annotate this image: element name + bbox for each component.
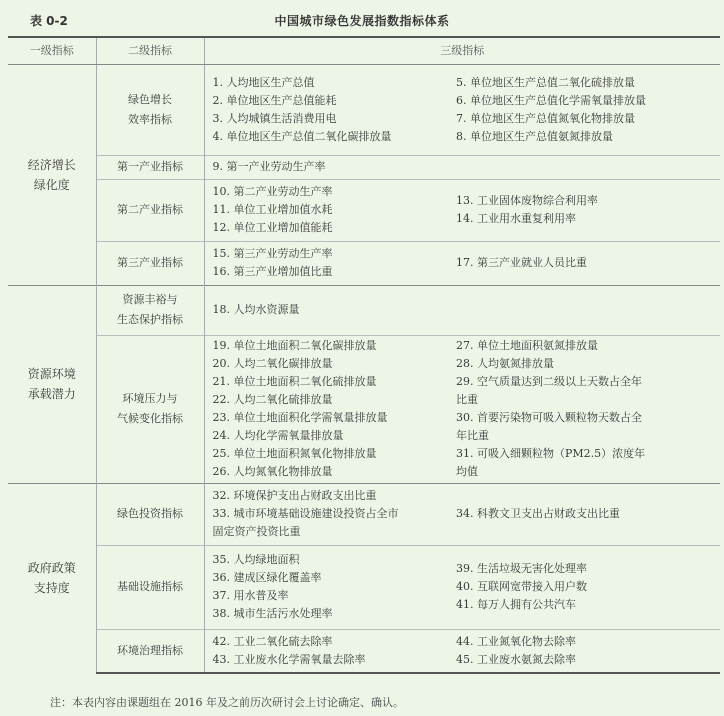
level3-indicator: 39. 生活垃圾无害化处理率 bbox=[456, 562, 587, 575]
level3-indicator: 8. 单位地区生产总值氨氮排放量 bbox=[456, 129, 613, 143]
level3-indicator: 44. 工业氮氧化物去除率 bbox=[456, 634, 576, 648]
table-row bbox=[8, 483, 720, 545]
level3-indicator: 40. 互联网宽带接入用户数 bbox=[456, 580, 587, 593]
table-row bbox=[8, 155, 720, 179]
level3-indicator: 20. 人均二氧化碳排放量 bbox=[212, 357, 333, 370]
level3-indicator: 37. 用水普及率 bbox=[212, 589, 289, 602]
level3-indicator: 2. 单位地区生产总值能耗 bbox=[212, 93, 337, 107]
level3-indicator: 45. 工业废水氨氮去除率 bbox=[456, 652, 576, 666]
table-number: 表 0-2 bbox=[30, 14, 68, 28]
level3-indicator: 15. 第三产业劳动生产率 bbox=[212, 247, 333, 260]
level2-indicator-line: 气候变化指标 bbox=[117, 412, 183, 425]
level2-indicator-line: 绿色增长 bbox=[128, 92, 172, 106]
level2-indicator bbox=[96, 64, 204, 155]
level3-indicators-right bbox=[448, 335, 720, 483]
level3-indicator: 41. 每万人拥有公共汽车 bbox=[456, 598, 576, 611]
level3-indicator: 5. 单位地区生产总值二氧化硫排放量 bbox=[456, 75, 635, 89]
level3-indicators-left bbox=[204, 64, 448, 155]
level3-indicators-left bbox=[204, 285, 448, 335]
level3-indicator: 17. 第三产业就业人员比重 bbox=[456, 256, 587, 269]
level3-indicators-left bbox=[204, 241, 448, 285]
level3-indicator: 28. 人均氨氮排放量 bbox=[456, 357, 554, 370]
level2-indicator bbox=[96, 335, 204, 483]
level2-indicator bbox=[96, 155, 204, 179]
level3-indicators-right bbox=[448, 179, 720, 241]
header-level2: 二级指标 bbox=[96, 37, 204, 64]
level3-indicator: 11. 单位工业增加值水耗 bbox=[212, 203, 333, 216]
level3-indicators-right bbox=[448, 155, 720, 179]
indicator-table bbox=[8, 36, 720, 674]
level3-indicators-left bbox=[204, 155, 448, 179]
level3-indicator: 36. 建成区绿化覆盖率 bbox=[212, 571, 322, 584]
level2-indicator-line: 第二产业指标 bbox=[117, 203, 183, 216]
level3-indicator: 33. 城市环境基础设施建设投资占全市 bbox=[212, 507, 399, 520]
level1-indicator bbox=[8, 64, 96, 285]
level3-indicator: 25. 单位土地面积氮氧化物排放量 bbox=[212, 447, 377, 460]
level3-indicators-left bbox=[204, 545, 448, 629]
level3-indicator: 32. 环境保护支出占财政支出比重 bbox=[212, 489, 377, 502]
level3-indicator: 34. 科教文卫支出占财政支出比重 bbox=[456, 507, 620, 520]
level3-indicator: 9. 第一产业劳动生产率 bbox=[212, 160, 326, 173]
level3-indicators-left bbox=[204, 335, 448, 483]
level1-indicator-line: 绿化度 bbox=[33, 177, 70, 192]
level3-indicator: 26. 人均氮氧化物排放量 bbox=[212, 465, 333, 478]
level2-indicator bbox=[96, 179, 204, 241]
level2-indicator bbox=[96, 629, 204, 673]
level3-indicator: 固定资产投资比重 bbox=[212, 525, 301, 538]
level3-indicators-right bbox=[448, 64, 720, 155]
level2-indicator bbox=[96, 483, 204, 545]
level2-indicator bbox=[96, 545, 204, 629]
table-row bbox=[8, 285, 720, 335]
level3-indicator: 43. 工业废水化学需氧量去除率 bbox=[212, 652, 366, 666]
level3-indicators-right bbox=[448, 241, 720, 285]
level2-indicator-line: 基础设施指标 bbox=[117, 580, 183, 593]
level2-indicator-line: 生态保护指标 bbox=[117, 313, 183, 326]
level1-indicator-line: 政府政策 bbox=[27, 561, 76, 576]
level3-indicator: 24. 人均化学需氧量排放量 bbox=[212, 429, 344, 442]
level3-indicator: 7. 单位地区生产总值氮氧化物排放量 bbox=[456, 111, 635, 125]
table-row bbox=[8, 241, 720, 285]
table-header-row bbox=[8, 37, 720, 64]
level2-indicator-line: 环境压力与 bbox=[122, 392, 178, 405]
level3-indicator: 16. 第三产业增加值比重 bbox=[212, 265, 333, 278]
level3-indicator: 27. 单位土地面积氨氮排放量 bbox=[456, 339, 598, 352]
level3-indicators-left bbox=[204, 483, 448, 545]
table-row bbox=[8, 179, 720, 241]
level3-indicator: 4. 单位地区生产总值二氧化碳排放量 bbox=[212, 129, 392, 143]
table-row bbox=[8, 629, 720, 673]
table-title: 中国城市绿色发展指数指标体系 bbox=[274, 14, 450, 28]
level3-indicator: 3. 人均城镇生活消费用电 bbox=[212, 111, 337, 125]
level3-indicators-right bbox=[448, 285, 720, 335]
level3-indicator: 12. 单位工业增加值能耗 bbox=[212, 221, 333, 234]
level3-indicator: 22. 人均二氧化硫排放量 bbox=[212, 393, 333, 406]
level3-indicator: 31. 可吸入细颗粒物（PM2.5）浓度年 bbox=[456, 447, 646, 460]
level3-indicator: 23. 单位土地面积化学需氧量排放量 bbox=[212, 411, 388, 424]
level1-indicator-line: 承载潜力 bbox=[27, 387, 76, 401]
level1-indicator-line: 资源环境 bbox=[27, 367, 76, 381]
level2-indicator bbox=[96, 241, 204, 285]
level3-indicator: 均值 bbox=[456, 465, 478, 478]
level1-indicator bbox=[8, 285, 96, 483]
level3-indicator: 1. 人均地区生产总值 bbox=[212, 75, 315, 89]
level3-indicator: 42. 工业二氧化硫去除率 bbox=[212, 634, 333, 648]
table-row bbox=[8, 64, 720, 155]
level3-indicator: 35. 人均绿地面积 bbox=[212, 553, 300, 566]
level1-indicator-line: 支持度 bbox=[33, 581, 70, 596]
level3-indicator: 10. 第二产业劳动生产率 bbox=[212, 185, 333, 198]
header-level1: 一级指标 bbox=[8, 37, 96, 64]
level2-indicator-line: 第一产业指标 bbox=[117, 160, 183, 173]
level3-indicator: 比重 bbox=[456, 393, 478, 406]
level3-indicator: 年比重 bbox=[456, 429, 489, 442]
table-note: 注：本表内容由课题组在 2016 年及之前历次研讨会上讨论确定、确认。 bbox=[50, 696, 404, 709]
level3-indicator: 38. 城市生活污水处理率 bbox=[212, 607, 333, 620]
level3-indicator: 29. 空气质量达到二级以上天数占全年 bbox=[456, 375, 642, 388]
level3-indicators-right bbox=[448, 629, 720, 673]
level3-indicator: 21. 单位土地面积二氧化硫排放量 bbox=[212, 375, 377, 388]
level1-indicator-line: 经济增长 bbox=[27, 157, 76, 172]
level3-indicator: 19. 单位土地面积二氧化碳排放量 bbox=[212, 339, 377, 352]
table-caption bbox=[0, 10, 724, 30]
level2-indicator-line: 第三产业指标 bbox=[117, 256, 183, 269]
level3-indicators-right bbox=[448, 545, 720, 629]
table-body bbox=[8, 64, 720, 673]
level3-indicator: 14. 工业用水重复利用率 bbox=[456, 212, 576, 225]
level2-indicator-line: 效率指标 bbox=[128, 112, 172, 126]
level3-indicators-left bbox=[204, 179, 448, 241]
level2-indicator-line: 绿色投资指标 bbox=[117, 507, 183, 520]
level2-indicator-line: 资源丰裕与 bbox=[122, 293, 178, 306]
level1-indicator bbox=[8, 483, 96, 673]
header-level3: 三级指标 bbox=[204, 37, 720, 64]
level2-indicator-line: 环境治理指标 bbox=[117, 643, 183, 657]
level3-indicator: 30. 首要污染物可吸入颗粒物天数占全 bbox=[456, 411, 642, 424]
level3-indicators-right bbox=[448, 483, 720, 545]
level2-indicator bbox=[96, 285, 204, 335]
table-row bbox=[8, 335, 720, 483]
level3-indicators-left bbox=[204, 629, 448, 673]
level3-indicator: 6. 单位地区生产总值化学需氧量排放量 bbox=[456, 93, 646, 107]
level3-indicator: 18. 人均水资源量 bbox=[212, 303, 300, 316]
table-row bbox=[8, 545, 720, 629]
level3-indicator: 13. 工业固体废物综合利用率 bbox=[456, 194, 598, 207]
